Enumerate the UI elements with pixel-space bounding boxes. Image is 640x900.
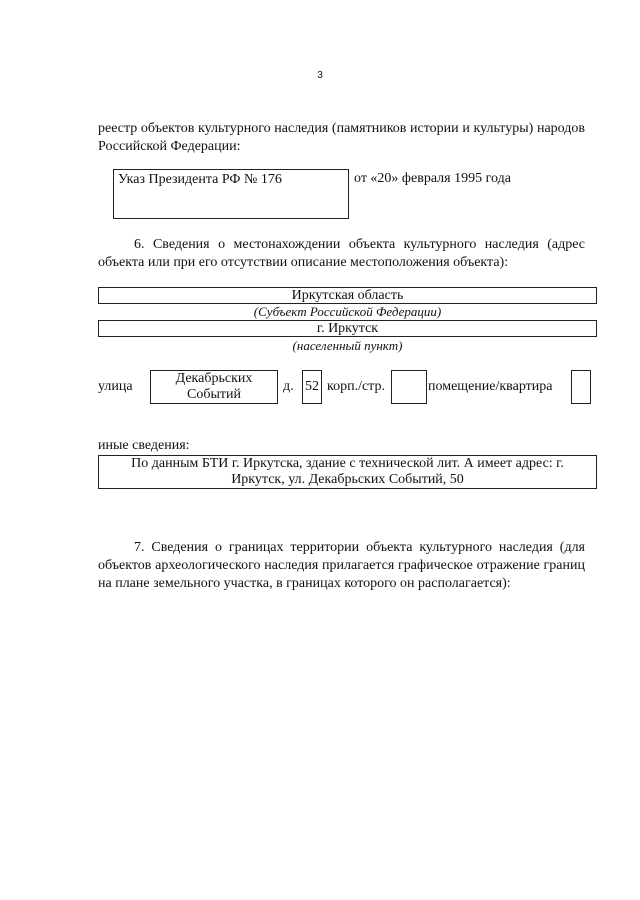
decree-document-field: Указ Президента РФ № 176 [113, 169, 349, 219]
apartment-label: помещение/квартира [428, 379, 553, 394]
street-label: улица [98, 379, 133, 394]
house-label: д. [283, 379, 294, 394]
building-field [391, 370, 427, 404]
other-info-field: По данным БТИ г. Иркутска, здание с технической лит. А имеет адрес: г. Иркутск, ул. Декабрьских Событий, 50 [98, 455, 597, 489]
apartment-field [571, 370, 591, 404]
decree-date: от «20» февраля 1995 года [354, 171, 511, 186]
section7-heading: 7. Сведения о границах территории объекта культурного наследия (для объектов археологического наследия прилагается графическое отражение границ на плане земельного участка, в границах которого он располагается): [98, 540, 585, 591]
settlement-caption: (населенный пункт) [292, 338, 403, 353]
settlement-field: г. Иркутск [98, 320, 597, 337]
region-caption: (Субъект Российской Федерации) [253, 304, 442, 319]
house-field: 52 [302, 370, 322, 404]
section6-heading: 6. Сведения о местонахождении объекта культурного наследия (адрес объекта или при его отсутствии описание местоположения объекта): [98, 237, 585, 270]
region-field: Иркутская область [98, 287, 597, 304]
registry-text: реестр объектов культурного наследия (памятников истории и культуры) народов Российской Федерации: [98, 121, 585, 154]
page-number: 3 [317, 70, 323, 81]
building-label: корп./стр. [327, 379, 385, 394]
other-info-label: иные сведения: [98, 438, 190, 453]
street-field: Декабрьских Событий [150, 370, 278, 404]
